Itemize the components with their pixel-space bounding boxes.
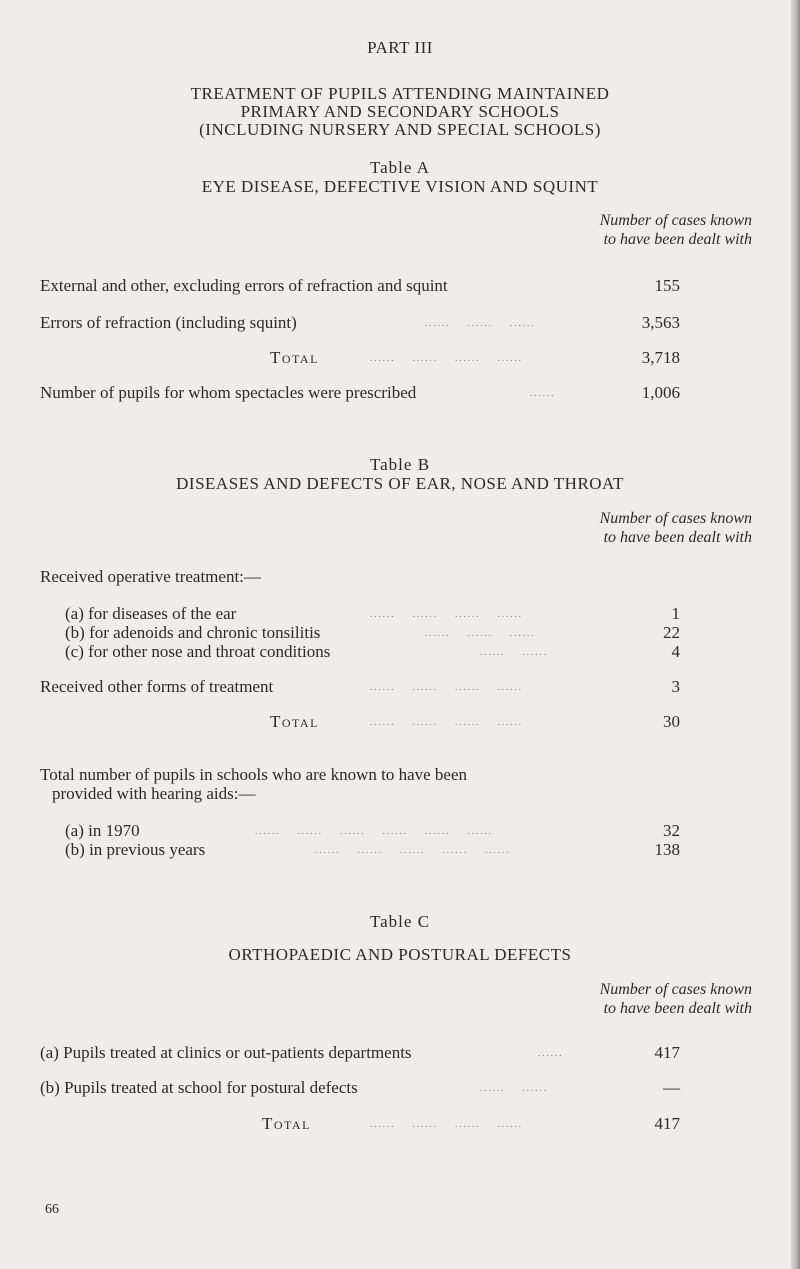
operative-heading: Received operative treatment:— — [40, 567, 261, 586]
leader-dots: ...... ...... ...... ...... — [370, 717, 523, 727]
leader-dots: ...... ...... ...... ...... — [370, 682, 523, 692]
leader-dots: ...... ...... ...... ...... ...... — [315, 845, 511, 855]
row-value: 417 — [654, 1043, 680, 1062]
table-c-label: Table C — [369, 912, 431, 931]
row-label: (c) for other nose and throat conditions — [65, 642, 331, 661]
main-heading-line1: TREATMENT OF PUPILS ATTENDING MAINTAINED — [190, 84, 610, 103]
row-value: 1 — [671, 604, 680, 623]
table-a-column-header — [600, 211, 752, 249]
main-heading-line3: (INCLUDING NURSERY AND SPECIAL SCHOOLS) — [199, 120, 601, 139]
leader-dots: ...... ...... — [480, 647, 548, 657]
part-title: PART III — [367, 38, 433, 57]
hearing-heading-line1: Total number of pupils in schools who are known to have been — [40, 765, 468, 784]
table-c-column-header — [600, 980, 752, 1018]
leader-dots: ...... ...... — [480, 1083, 548, 1093]
row-value: 30 — [663, 712, 680, 731]
row-label: Total — [262, 1114, 311, 1133]
row-value: 3,718 — [641, 348, 680, 367]
row-label: Total — [270, 712, 319, 731]
row-value: 1,006 — [641, 383, 680, 402]
leader-dots: ...... ...... ...... — [425, 318, 536, 328]
col-header-line2: to have been dealt with — [603, 529, 752, 546]
table-a-label: Table A — [369, 158, 431, 177]
row-value: 155 — [654, 276, 680, 295]
row-value: 32 — [663, 821, 680, 840]
table-c-title: ORTHOPAEDIC AND POSTURAL DEFECTS — [228, 945, 572, 964]
leader-dots: ...... ...... ...... ...... — [370, 353, 523, 363]
leader-dots: ...... ...... ...... ...... — [370, 1119, 523, 1129]
row-label: (a) for diseases of the ear — [65, 604, 237, 623]
leader-dots: ...... ...... ...... — [425, 628, 536, 638]
row-value: 138 — [654, 840, 680, 859]
row-label: Total — [270, 348, 319, 367]
table-b-label: Table B — [369, 455, 431, 474]
row-label: Received other forms of treatment — [40, 677, 274, 696]
col-header-line1: Number of cases known — [599, 981, 752, 998]
row-label: (b) for adenoids and chronic tonsilitis — [65, 623, 321, 642]
row-value: — — [663, 1078, 680, 1097]
col-header-line2: to have been dealt with — [603, 1000, 752, 1017]
row-value: 417 — [654, 1114, 680, 1133]
row-label: (b) in previous years — [65, 840, 206, 859]
row-label: (b) Pupils treated at school for postural defects — [40, 1078, 358, 1097]
table-b-column-header — [600, 509, 752, 547]
row-value: 4 — [671, 642, 680, 661]
row-label: (a) in 1970 — [65, 821, 140, 840]
row-label: Number of pupils for whom spectacles were prescribed — [40, 383, 417, 402]
row-value: 3 — [671, 677, 680, 696]
hearing-heading-line2: provided with hearing aids:— — [52, 784, 256, 803]
leader-dots: ...... ...... ...... ...... ...... ...... — [255, 826, 493, 836]
leader-dots: ...... — [530, 388, 556, 398]
col-header-line2: to have been dealt with — [603, 231, 752, 248]
row-value: 22 — [663, 623, 680, 642]
col-header-line1: Number of cases known — [599, 212, 752, 229]
row-label: External and other, excluding errors of refraction and squint — [40, 276, 448, 295]
row-label: Errors of refraction (including squint) — [40, 313, 297, 332]
col-header-line1: Number of cases known — [599, 510, 752, 527]
row-value: 3,563 — [641, 313, 680, 332]
row-label: (a) Pupils treated at clinics or out-patients departments — [40, 1043, 412, 1062]
leader-dots: ...... — [538, 1048, 564, 1058]
main-heading-line2: PRIMARY AND SECONDARY SCHOOLS — [240, 102, 560, 121]
table-a-title: EYE DISEASE, DEFECTIVE VISION AND SQUINT — [201, 177, 599, 196]
page-number: 66 — [45, 1202, 59, 1217]
leader-dots: ...... ...... ...... ...... — [370, 609, 523, 619]
table-b-title: DISEASES AND DEFECTS OF EAR, NOSE AND THROAT — [176, 474, 624, 493]
